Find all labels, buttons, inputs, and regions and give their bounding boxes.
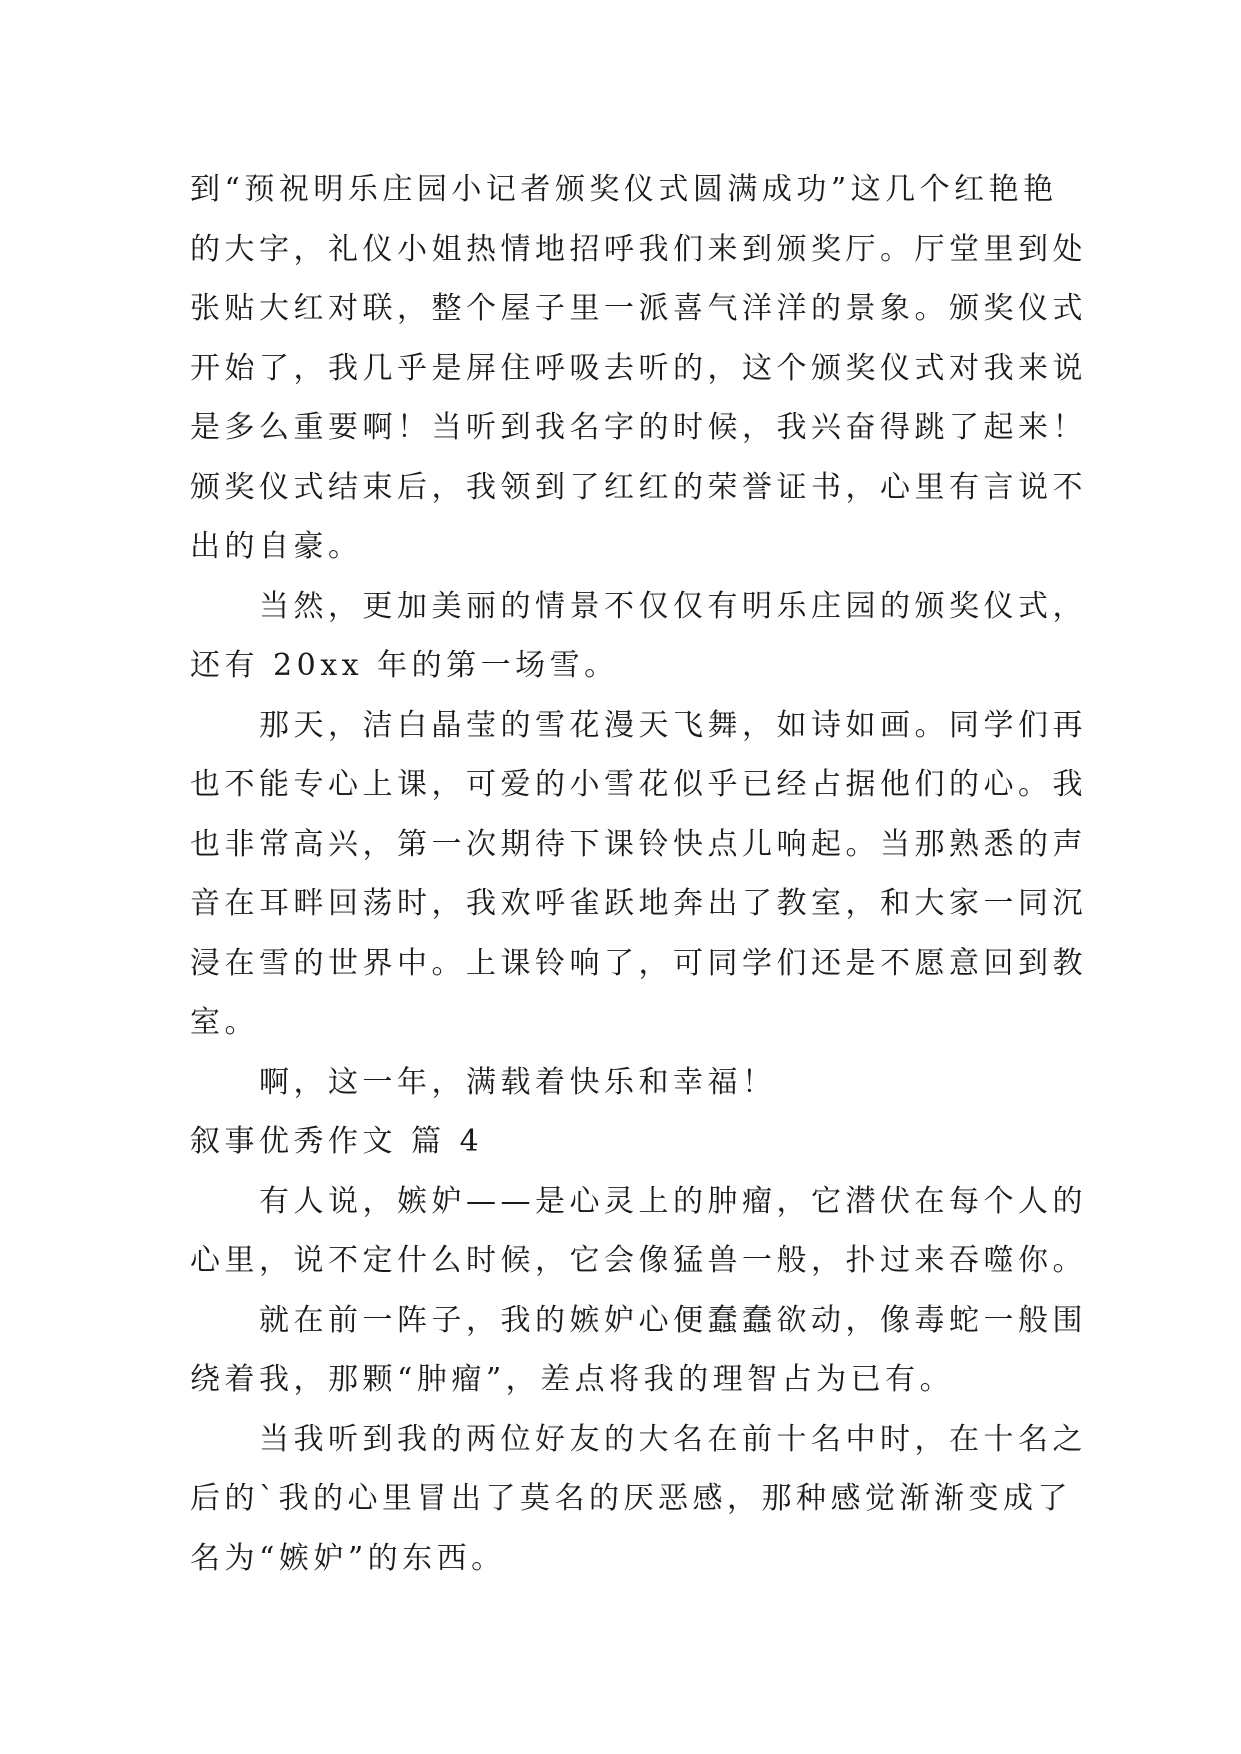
paragraph-jealousy-quote: 有人说，嫉妒——是心灵上的肿瘤，它潜伏在每个人的心里，说不定什么时候，它会像猛兽一般，扑过来吞噬你。 — [190, 1183, 1087, 1278]
paragraph-award-ceremony: 到“预祝明乐庄园小记者颁奖仪式圆满成功”这几个红艳艳的大字，礼仪小姐热情地招呼我们来到颁奖厅。厅堂里到处张贴大红对联，整个屋子里一派喜气洋洋的景象。颁奖仪式开始了，我几乎是屏住呼吸去听的，这个颁奖仪式对我来说是多么重要啊！当听到我名字的时候，我兴奋得跳了起来！颁奖仪式结束后，我领到了红红的荣誉证书，心里有言说不出的自豪。 — [190, 172, 1087, 564]
section-heading: 叙事优秀作文 篇 4 — [190, 1124, 484, 1159]
paragraph-jealousy-stirring: 就在前一阵子，我的嫉妒心便蠢蠢欲动，像毒蛇一般围绕着我，那颗“肿瘤”，差点将我的理智占为已有。 — [190, 1302, 1087, 1397]
document-body — [190, 160, 1090, 1588]
paragraph-friends-top-ten: 当我听到我的两位好友的大名在前十名中时，在十名之后的`我的心里冒出了莫名的厌恶感，那种感觉渐渐变成了名为“嫉妒”的东西。 — [190, 1421, 1087, 1576]
paragraph-first-snow-intro: 当然，更加美丽的情景不仅仅有明乐庄园的颁奖仪式，还有 20xx 年的第一场雪。 — [190, 588, 1087, 683]
paragraph-snow-day: 那天，洁白晶莹的雪花漫天飞舞，如诗如画。同学们再也不能专心上课，可爱的小雪花似乎已经占据他们的心。我也非常高兴，第一次期待下课铃快点儿响起。当那熟悉的声音在耳畔回荡时，我欢呼雀跃地奔出了教室，和大家一同沉浸在雪的世界中。上课铃响了，可同学们还是不愿意回到教室。 — [190, 707, 1087, 1040]
paragraph-happy-year: 啊，这一年，满载着快乐和幸福！ — [259, 1064, 777, 1100]
